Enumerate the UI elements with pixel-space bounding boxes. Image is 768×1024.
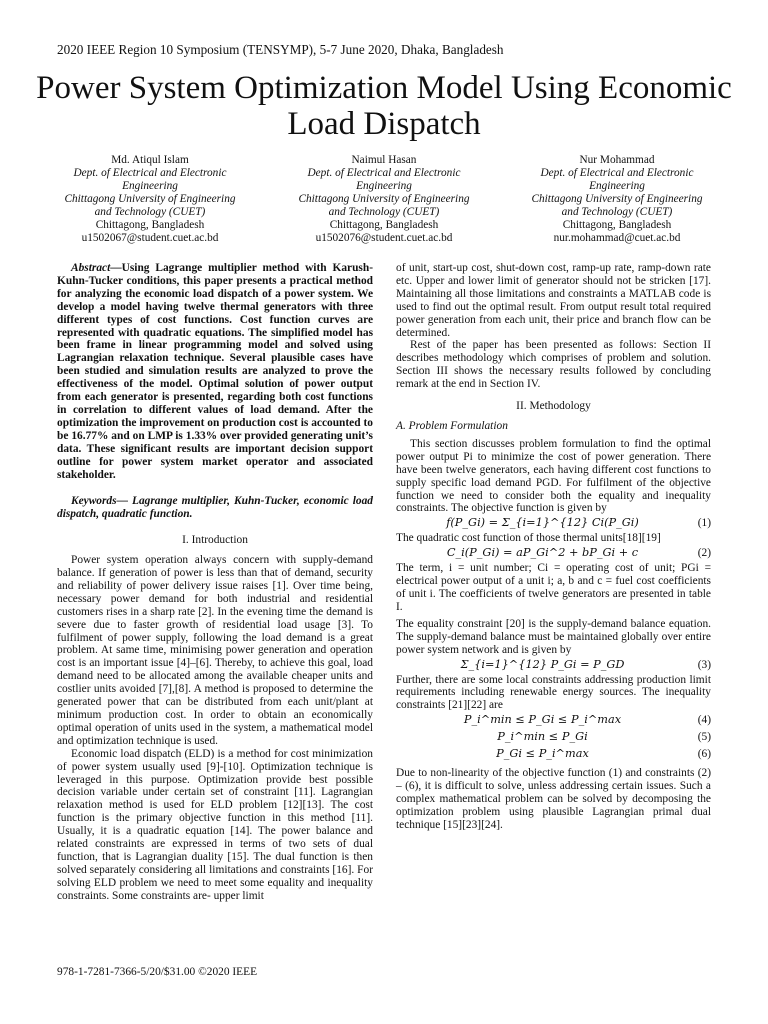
paper-title [30, 70, 738, 142]
equation-expression: P_Gi ≤ P_i^max [496, 747, 589, 761]
author-block-1 [40, 154, 260, 245]
author-dept: Dept. of Electrical and Electronic [540, 167, 694, 179]
equation-5 [396, 729, 711, 746]
abstract [57, 262, 373, 481]
author-dept: Engineering [122, 180, 178, 192]
subsection-heading: A. Problem Formulation [396, 419, 508, 432]
equation-number: (2) [697, 547, 711, 560]
copyright-footer: 978-1-7281-7366-5/20/$31.00 ©2020 IEEE [57, 966, 258, 978]
equation-expression: f(P_Gi) = Σ_{i=1}^{12} Ci(P_Gi) [446, 516, 639, 530]
author-dept: Engineering [356, 180, 412, 192]
equation-1 [396, 515, 711, 532]
paragraph-terms: The term, i = unit number; Ci = operating cost of unit; PGi = electrical power output of a unit i; a, b and c = fuel cost coefficients of unit i. The coefficients of twelve generators are presented in table I. [396, 562, 711, 613]
equation-expression: Σ_{i=1}^{12} P_Gi = P_GD [460, 657, 625, 671]
equation-4 [396, 712, 711, 729]
intro-paragraph-2: Economic load dispatch (ELD) is a method for cost minimization of power system usually used [9]-[10]. Optimization technique is leveraged in this purpose. Optimization provide best possible decision variable under certain set of constraint [11]. Lagrangian relaxation method is used for ELD problem [12][13]. The cost function is the primary objective function in this method [11]. Usually, it is a quadratic equation [14]. The power balance and related constraints are expressed in terms of two sets of dual function, that is Lagrangian duality [15]. The dual function is then solved separately considering all limitations and constraints [16]. For solving ELD problem we need to meet some equality and inequality constraints. Some constraints are- upper limit [57, 747, 373, 902]
abstract-text: —Using Lagrange multiplier method with Karush-Kuhn-Tucker conditions, this paper presents a practical method for analyzing the economic load dispatch of a power system. We develop a model having twelve thermal generators with three different types of cost functions. Cost function curves are represented with quadratic equations. The simplified model has been frame in linear programming model and solved using Lagrangian relaxation technique. Several plausible cases have been studied and simulation results are analyzed to prove the effectiveness of the model. Optimal solution of power output from each generator is presented, regarding both cost functions in correlation to different values of load demand. After the optimization the improvement on production cost is accounted to be 16.77% and on LMP is 1.33% over provided generating unit’s data. These significant results are important decision support outline for power system market operator and associated stakeholder. [57, 262, 373, 481]
author-block-2 [274, 154, 494, 245]
author-univ: Chittagong University of Engineering [531, 193, 703, 205]
author-city: Chittagong, Bangladesh [95, 219, 205, 231]
paragraph-equality: The equality constraint [20] is the supply-demand balance equation. The supply-demand balance must be maintained globally over entire power system network and is given by [396, 617, 711, 656]
author-univ: Chittagong University of Engineering [298, 193, 470, 205]
author-email: nur.mohammad@cuet.ac.bd [553, 232, 681, 244]
author-univ: and Technology (CUET) [561, 206, 673, 218]
keywords [57, 495, 373, 521]
keywords-label: Keywords [71, 495, 117, 508]
equation-expression: C_i(P_Gi) = aP_Gi^2 + bP_Gi + c [446, 546, 639, 560]
author-univ: and Technology (CUET) [328, 206, 440, 218]
left-column [57, 262, 373, 903]
equation-expression: P_i^min ≤ P_Gi [497, 730, 588, 744]
author-email: u1502076@student.cuet.ac.bd [315, 232, 453, 244]
section-heading-methodology: II. Methodology [516, 400, 591, 413]
abstract-label: Abstract [71, 262, 111, 274]
author-block-3 [507, 154, 727, 245]
equation-number: (1) [697, 517, 711, 530]
author-univ: Chittagong University of Engineering [64, 193, 236, 205]
author-dept: Dept. of Electrical and Electronic [73, 167, 227, 179]
intro-paragraph-1: Power system operation always concern with supply-demand balance. If generation of power is less than that of demand, security and reliability of power delivery issue raises [1]. Over time being, necessary power demand for both industrial and residential customers rises in a sharp rate [2]. In the evening time the demand is severe due to faster growth of residential load usage [3]. To fulfilment of power supply, following the load demand is a great problem. At same time, minimising power generation and operation cost is an important issue [4]–[6]. Thereby, to achieve this goal, load demand need to be allocated among the available cheaper units and costlier units avoided [7],[8]. A method is proposed to determine the generated power that can be distributed from each unit/plant at minimum production cost. In order to obtain an economically optimal operation of units used in the system, a mathematical model and optimization technique is used. [57, 554, 373, 747]
conference-header: 2020 IEEE Region 10 Symposium (TENSYMP), 5-7 June 2020, Dhaka, Bangladesh [57, 42, 504, 57]
paragraph-continued: of unit, start-up cost, shut-down cost, ramp-up rate, ramp-down rate etc. Upper and lower limit of generator should not be stricken [17]. Maintaining all those limitations and constraints a MATLAB code is used to find out the optimal result. From output result total required power generation from each unit, their price and branch flow can be determined. [396, 262, 711, 339]
paragraph-nonlinearity: Due to non-linearity of the objective function (1) and constraints (2) – (6), it is difficult to solve, unless addressing certain issues. Such a complex mathematical problem can be solved by decomposing the optimization problem using plausible Lagrangian primal dual technique [15][23][24]. [396, 767, 711, 831]
title-line-2: Load Dispatch [287, 106, 481, 142]
title-line-1: Power System Optimization Model Using Economic [36, 70, 732, 106]
equation-number: (3) [697, 658, 711, 671]
author-dept: Dept. of Electrical and Electronic [307, 167, 461, 179]
equation-number: (6) [697, 748, 711, 761]
equation-number: (4) [697, 714, 711, 727]
equation-2 [396, 545, 711, 562]
author-email: u1502067@student.cuet.ac.bd [81, 232, 219, 244]
author-univ: and Technology (CUET) [94, 206, 206, 218]
author-city: Chittagong, Bangladesh [562, 219, 672, 231]
equation-3 [396, 657, 711, 674]
equation-number: (5) [697, 731, 711, 744]
paragraph-formulation: This section discusses problem formulation to find the optimal power output Pi to minimize the cost of power generation. There have been twelve generators, each having different cost functions to supply specific load demand PGD. For fulfilment of the objective function we need to consider both the equality and inequality constraints. The objective function is given by [396, 437, 711, 515]
paragraph-quadratic: The quadratic cost function of those thermal units[18][19] [396, 532, 661, 545]
equation-expression: P_i^min ≤ P_Gi ≤ P_i^max [463, 713, 622, 727]
paragraph-further: Further, there are some local constraints addressing production limit requirements including renewable energy sources. The inequality constraints [21][22] are [396, 673, 711, 712]
author-dept: Engineering [589, 180, 645, 192]
author-city: Chittagong, Bangladesh [329, 219, 439, 231]
author-name: Md. Atiqul Islam [111, 154, 189, 166]
section-heading-introduction: I. Introduction [182, 534, 248, 547]
author-name: Naimul Hasan [351, 154, 417, 166]
author-name: Nur Mohammad [579, 154, 655, 166]
equation-6 [396, 746, 711, 763]
paragraph-outline: Rest of the paper has been presented as follows: Section II describes methodology which comprises of problem and solution. Section III shows the necessary results followed by concluding remark at the end in Section IV. [396, 339, 711, 391]
keywords-text: — Lagrange multiplier, Kuhn-Tucker, economic load dispatch, quadratic function. [57, 495, 373, 521]
right-column [396, 262, 711, 832]
